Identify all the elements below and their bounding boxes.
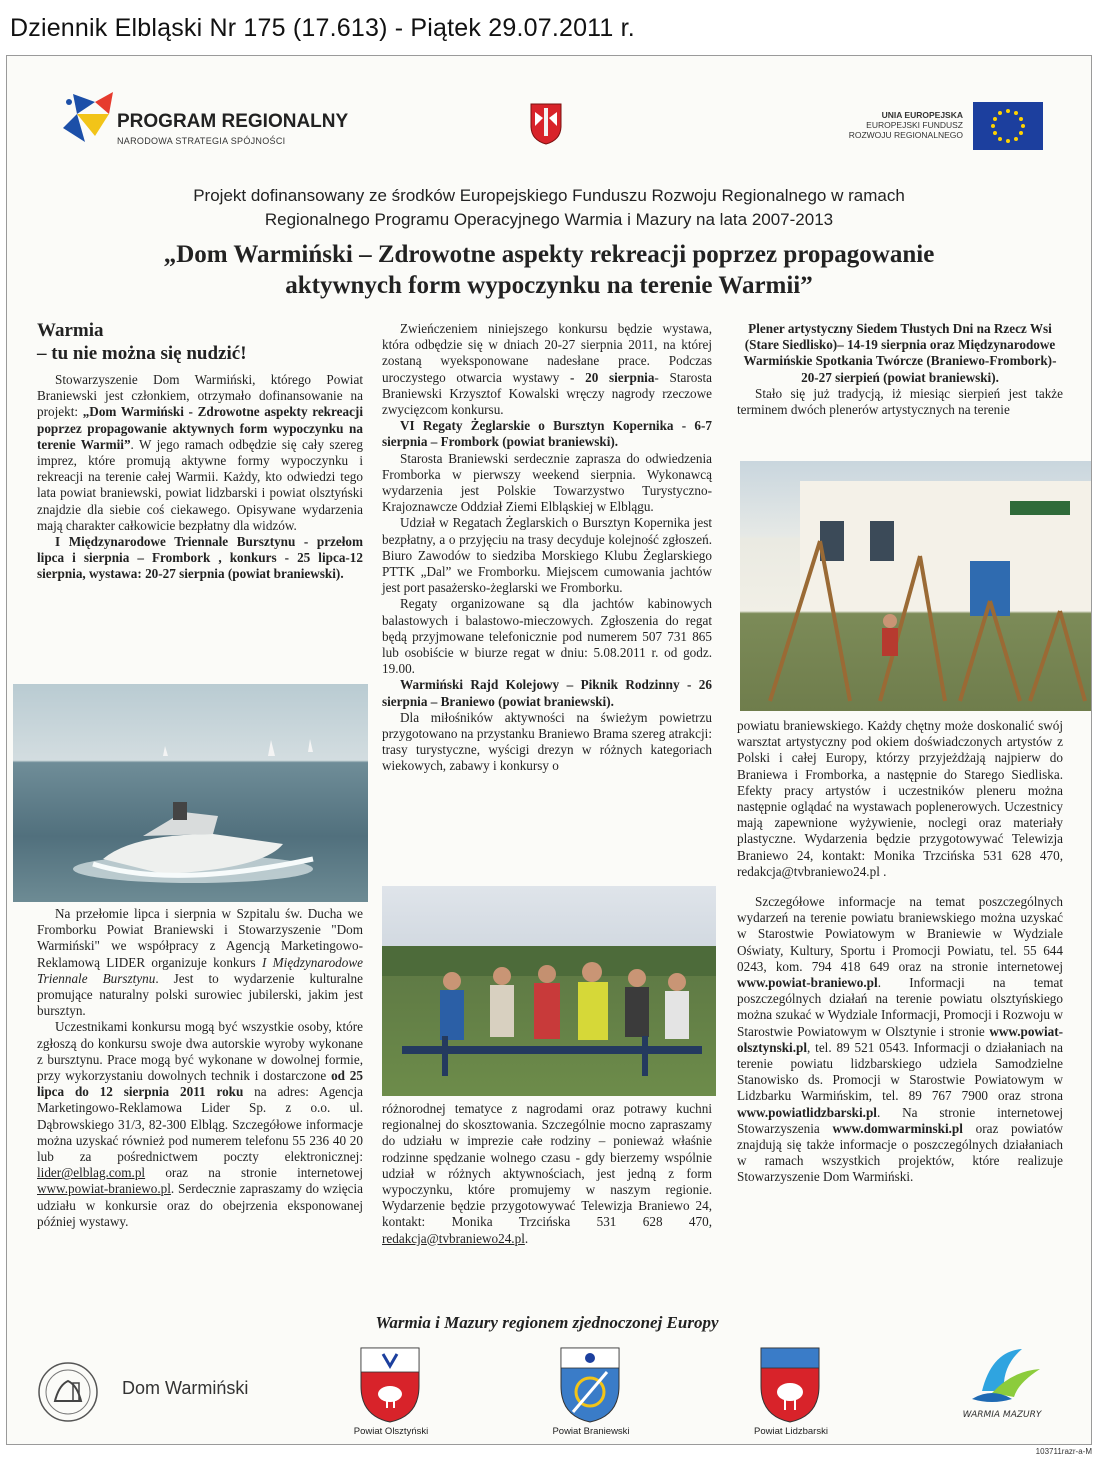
funding-line-2: Regionalnego Programu Operacyjnego Warmia i Mazury na lata 2007-2013 xyxy=(264,210,834,229)
picnic-image-icon xyxy=(382,886,716,1096)
ad-code: 103711razr-a-M xyxy=(1035,1447,1092,1456)
email-link[interactable]: redakcja@tvbraniewo24.pl xyxy=(382,1230,525,1246)
crest-label-lidzbarski: Powiat Lidzbarski xyxy=(754,1426,828,1437)
email-link[interactable]: lider@elblag.com.pl xyxy=(37,1165,146,1181)
text: - Starosta Braniewski Krzysztof Kowalski wręczy nagrody rzeczowe zwycięzcom konkursu. xyxy=(382,369,712,418)
braniewo-county-crest-icon xyxy=(559,1346,621,1424)
funding-statement xyxy=(47,184,1051,232)
warmia-mazury-logo-icon xyxy=(952,1341,1052,1431)
eu-line-2: EUROPEJSKI FUNDUSZ xyxy=(866,120,963,130)
paragraph xyxy=(737,894,1063,1186)
eu-line-1: UNIA EUROPEJSKA xyxy=(881,110,963,120)
text: Szczegółowe informacje na temat poszczególnych wydarzeń na terenie powiatu braniewskiego można uzyskać w Starostwie Powiatowym w Braniewie w Wydziale Oświaty, Kultury, Sportu i Promocji Powiatu, tel. 55 644 0243, kom. 794 418 649 oraz na stronie internetowej xyxy=(737,894,1063,974)
event-heading xyxy=(382,677,712,709)
paragraph: Regaty organizowane są dla jachtów kabinowych balastowych i balastowo-mieczowych. Zgłoszenia do regat będą przyjmowane telefonicznie pod numerem 507 731 865 lub osobiście w biurze regat w dniu: 5.08.2011 r. od godz. 19.00. xyxy=(382,596,712,677)
dom-warminski-logo-icon xyxy=(37,1361,99,1423)
website-link[interactable]: www.powiat-braniewo.pl xyxy=(737,975,878,991)
contest-name: I Międzynarodowe Triennale Bursztynu xyxy=(37,954,364,986)
column-3-bottom xyxy=(737,718,1063,1186)
photo-motorboat xyxy=(13,684,368,902)
text: oraz powiatów znajdują się także informacje o poszczególnych działaniach w ramach wszystkich projektów, które realizuje Stowarzyszenie Dom Warmiński. xyxy=(737,1120,1064,1185)
paragraph: Starosta Braniewski serdecznie zaprasza do odwiedzenia Fromborka w pierwszy weekend sierpnia. Wykonawcą wydarzenia jest Polskie Towarzystwo Turystyczno-Krajoznawcze Oddział Ziemi Elbląskiej w Elblągu. xyxy=(382,450,712,515)
text: Stowarzyszenie Dom Warmiński, którego Powiat Braniewski jest członkiem, otrzymało dofinansowanie na projekt: xyxy=(37,372,363,420)
project-name: „Dom Warmiński - Zdrowotne aspekty rekreacji poprzez propagowanie aktywnych form wypoczynku na terenie Warmii” xyxy=(37,404,363,452)
event-heading xyxy=(382,418,712,450)
text: . Jest to wydarzenie kulturalne promujące naturalny polski surowiec jubilerski, jakim jest bursztyn. xyxy=(37,970,363,1019)
text: na adres: Agencja Marketingowo-Reklamowa Lider Sp. z o.o. ul. Dąbrowskiego 31/3, 82-300 Elbląg. Szczegółowe informacje można uzyskać również pod numerem telefonu 55 236 40 20 lub za pośrednictwem poczty elektronicznej: xyxy=(37,1084,363,1165)
column-2-bottom xyxy=(382,1101,712,1247)
event-1: I Międzynarodowe Triennale Bursztynu - przełom lipca i sierpnia – Frombork , konkurs - 25 lipca-12 sierpnia, wystawa: 20-27 sierpnia (powiat braniewski). xyxy=(37,534,363,582)
paragraph xyxy=(382,321,712,418)
masthead: Dziennik Elbląski Nr 175 (17.613) - Piątek 29.07.2011 r. xyxy=(10,14,635,42)
text: . W jego ramach odbędzie się cały szereg imprez, które promują aktywne formy wypoczynku i rekreacji na terenie całej Warmii. Każdy, kto odwiedzi tego lata powiat braniewski, powiat lidzbarski i powiat olsztyński znajdzie dla siebie coś ciekawego. Opisywane wydarzenia mają charakter całkowicie bezpłatny dla widzów. xyxy=(37,436,363,533)
event-2: VI Regaty Żeglarskie o Bursztyn Kopernika - 6-7 sierpnia – Frombork (powiat braniewski). xyxy=(382,418,712,450)
section-title xyxy=(37,319,247,365)
eu-flag-icon xyxy=(973,102,1043,150)
paragraph xyxy=(37,1019,363,1230)
paragraph xyxy=(37,372,363,534)
crest-label-braniewski: Powiat Braniewski xyxy=(552,1426,630,1437)
motorboat-image-icon xyxy=(13,684,368,902)
paragraph: powiatu braniewskiego. Każdy chętny może doskonalić swój warsztat artystyczny pod okiem doświadczonych artystów z Polski i całej Europy, którzy przyjeżdżają najpierw do Braniewa i Fromborka, a następnie do Starego Siedliska. Efekty pracy artystów i uczestników pleneru można następnie oglądać na wystawach poplenerowych. Uczestnicy mają zapewnione wyżywienie, noclegi oraz materiały plastyczne. Wydarzenia będzie przygotowywać Telewizja Braniewo 24, kontakt: Monika Trzcińska 531 628 470, redakcja@tvbraniewo24.pl . xyxy=(737,718,1063,879)
column-1-top xyxy=(37,372,363,583)
paragraph xyxy=(382,1101,712,1247)
plein-air-image-icon xyxy=(740,461,1091,711)
website-link[interactable]: www.powiat-braniewo.pl xyxy=(37,1181,171,1197)
headline-line-2: aktywnych form wypoczynku na terenie Warmii” xyxy=(285,272,813,299)
text: . Na stronie internetowej Stowarzyszenia xyxy=(737,1104,1063,1136)
headline-line-1: „Dom Warmiński – Zdrowotne aspekty rekreacji poprzez propagowanie xyxy=(163,241,935,268)
lidzbark-county-crest-icon xyxy=(759,1346,821,1424)
date-range: od 25 lipca do 12 sierpnia 2011 roku xyxy=(37,1068,363,1100)
funding-line-1: Projekt dofinansowany ze środków Europejskiego Funduszu Rozwoju Regionalnego w ramach xyxy=(193,186,905,205)
text: różnorodnej tematyce z nagrodami oraz potrawy kuchni regionalnej do skosztowania. Szczególnie mocno zapraszamy do udziału w imprezie całe rodziny – ponieważ właśnie rodzinne spędzanie wolnego czasu - gdy bierzemy wspólnie udział w różnych aktywnościach, jest jedną z form wypoczynku, które promujemy w naszym regionie. Wydarzenie będzie przygotowywać Telewizja Braniewo 24, kontakt: Monika Trzcińska 531 628 470, xyxy=(382,1101,712,1230)
footer-slogan: Warmia i Mazury regionem zjednoczonej Europy xyxy=(375,1313,719,1332)
program-subtitle: NARODOWA STRATEGIA SPÓJNOŚCI xyxy=(117,136,286,146)
event-4: Plener artystyczny Siedem Tłustych Dni na Rzecz Wsi (Stare Siedlisko)– 14-19 sierpnia oraz Międzynarodowe Warmińskie Spotkania Twórcze (Braniewo-Frombork)- 20-27 sierpień (powiat braniewski). xyxy=(743,321,1057,385)
text: Uczestnikami konkursu mogą być wszystkie osoby, które zgłoszą do konkursu swoje dwa autorskie wyroby wykonane z bursztynu. Prace mogą być wykonane w dowolnej formie, przy wykorzystaniu dowolnych technik i dostarczone xyxy=(37,1019,363,1084)
paragraph: Dla miłośników aktywności na świeżym powietrzu przygotowano na przystanku Braniewo Brama szereg atrakcji: trasy turystyczne, wyścigi drezyn w różnych kategoriach wiekowych, zabawy i konkursy o xyxy=(382,709,712,774)
paragraph: Stało się już tradycją, iż miesiąc sierpień jest także terminem dwóch plenerów artystycznych na terenie xyxy=(737,385,1063,418)
column-2-top xyxy=(382,321,712,775)
text: Na przełomie lipca i sierpnia w Szpitalu św. Ducha we Fromborku Powiat Braniewski i Stowarzyszenie "Dom Warmiński" we współpracy z Agencją Marketingowo-Reklamową LIDER organizuje konkurs xyxy=(37,906,363,970)
olsztyn-county-crest-icon xyxy=(359,1346,421,1424)
section-title-line-1: Warmia xyxy=(37,320,104,341)
text: . Serdecznie zapraszamy do wzięcia udziału w konkursie oraz do obejrzenia eksponowanej później wystawy. xyxy=(37,1181,363,1229)
column-3-top xyxy=(737,321,1063,418)
paragraph: Udział w Regatach Żeglarskich o Bursztyn Kopernika jest bezpłatny, a o przyjęciu na trasy decyduje kolejność zgłoszeń. Biuro Zawodów to siedziba Morskiego Klubu Żeglarskiego PTTK „Dal” we Fromborku. Miejscem cumowania jachtów jest port pasażersko-żeglarski we Fromborku. xyxy=(382,515,712,596)
website-link[interactable]: www.powiat-olsztynski.pl xyxy=(737,1023,1063,1055)
crest-label-olsztynski: Powiat Olsztyński xyxy=(353,1426,429,1437)
event-3: Warmiński Rajd Kolejowy – Piknik Rodzinny - 26 sierpnia – Braniewo (powiat braniewski). xyxy=(382,677,712,709)
voivodeship-crest-icon xyxy=(529,102,563,146)
text: oraz na stronie internetowej xyxy=(145,1165,363,1181)
column-1-bottom xyxy=(37,906,363,1230)
eu-line-3: ROZWOJU REGIONALNEGO xyxy=(848,130,963,140)
event-heading xyxy=(37,534,363,583)
website-link[interactable]: www.powiatlidzbarski.pl xyxy=(737,1104,877,1120)
headline xyxy=(37,239,1061,301)
website-link[interactable]: www.domwarminski.pl xyxy=(832,1120,963,1136)
warmia-mazury-logo-text: WARMIA MAZURY xyxy=(962,1410,1042,1420)
text: . xyxy=(524,1230,529,1246)
section-title-line-2: – tu nie można się nudzić! xyxy=(37,343,247,364)
program-title: PROGRAM REGIONALNY xyxy=(117,111,349,132)
event-heading xyxy=(737,321,1063,386)
dom-warminski-name: Dom Warmiński xyxy=(122,1378,249,1398)
text: . Informacji na temat poszczególnych działań na terenie powiatu olsztyńskiego można szukać w Wydziale Informacji, Promocji i Rozwoju w Starostwie Powiatowym w Olsztynie i stronie xyxy=(737,975,1063,1039)
text: Zwieńczeniem niniejszego konkursu będzie wystawa, która odbędzie się w dniach 20-27 sierpnia 2011, na której zostaną wyeksponowane nadesłane prace. Podczas uroczystego otwarcia wystawy xyxy=(382,321,712,385)
photo-art-plein-air xyxy=(740,461,1091,711)
photo-family-picnic xyxy=(382,886,716,1096)
text: , tel. 89 521 0543. Informacji o działaniach na terenie powiatu lidzbarskiego udziela Samodzielne Stanowisko ds. Promocji w Starostwie Powiatowym w Lidzbarku Warmińskim, tel. 89 767 7900 oraz strona xyxy=(737,1039,1063,1104)
date: - 20 sierpnia xyxy=(570,369,655,385)
advertorial-page xyxy=(6,55,1092,1445)
paragraph xyxy=(37,906,363,1019)
eu-fund-text xyxy=(843,110,963,140)
